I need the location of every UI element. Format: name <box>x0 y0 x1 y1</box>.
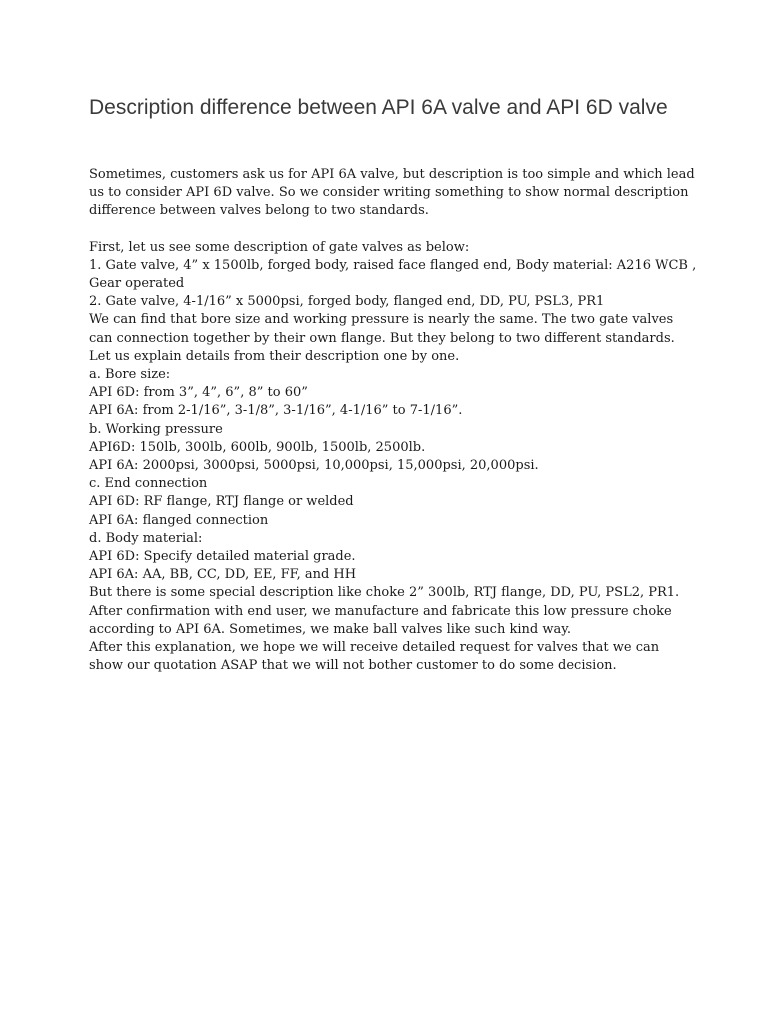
body-line: API 6A: 2000psi, 3000psi, 5000psi, 10,000psi, 15,000psi, 20,000psi. <box>89 458 539 474</box>
body-line: API 6D: Specify detailed material grade. <box>89 549 356 565</box>
body-line: API 6A: AA, BB, CC, DD, EE, FF, and HH <box>89 567 357 583</box>
body-line: API 6A: flanged connection <box>89 512 269 528</box>
body-line: After this explanation, we hope we will receive detailed request for valves that we can <box>89 640 660 656</box>
body-line: API6D: 150lb, 300lb, 600lb, 900lb, 1500lb, 2500lb. <box>89 439 426 455</box>
intro-line: difference between valves belong to two standards. <box>89 203 429 219</box>
paragraph-gap <box>89 221 689 239</box>
body-line: c. End connection <box>89 476 208 492</box>
body-line: API 6D: from 3”, 4”, 6”, 8” to 60” <box>89 385 308 401</box>
intro-line: Sometimes, customers ask us for API 6A valve, but description is too simple and which lead <box>89 167 695 182</box>
body-line: We can find that bore size and working pressure is nearly the same. The two gate valves <box>89 312 674 328</box>
body-line: After confirmation with end user, we manufacture and fabricate this low pressure choke <box>89 603 672 619</box>
document-title: Description difference between API 6A valve and API 6D valve <box>89 96 668 119</box>
intro-paragraph <box>89 166 695 221</box>
body-paragraph <box>89 239 697 676</box>
body-line: 1. Gate valve, 4” x 1500lb, forged body, raised face flanged end, Body material: A216 WCB , <box>89 257 697 273</box>
body-line: Gear operated <box>89 276 185 292</box>
body-line: First, let us see some description of gate valves as below: <box>89 239 470 255</box>
body-line: Let us explain details from their description one by one. <box>89 348 460 364</box>
body-line: b. Working pressure <box>89 421 223 437</box>
body-line: API 6D: RF flange, RTJ flange or welded <box>89 494 354 510</box>
body-line: d. Body material: <box>89 530 203 546</box>
body-line: 2. Gate valve, 4-1/16” x 5000psi, forged body, flanged end, DD, PU, PSL3, PR1 <box>89 294 605 310</box>
body-line: can connection together by their own flange. But they belong to two different standards. <box>89 330 675 346</box>
intro-line: us to consider API 6D valve. So we consider writing something to show normal description <box>89 185 689 201</box>
document-body <box>89 166 697 675</box>
body-line: according to API 6A. Sometimes, we make ball valves like such kind way. <box>89 621 571 637</box>
body-line: API 6A: from 2-1/16”, 3-1/8”, 3-1/16”, 4-1/16” to 7-1/16”. <box>89 403 463 419</box>
body-line: But there is some special description like choke 2” 300lb, RTJ flange, DD, PU, PSL2, PR1. <box>89 585 680 601</box>
body-line: show our quotation ASAP that we will not bother customer to do some decision. <box>89 658 617 674</box>
body-line: a. Bore size: <box>89 367 171 383</box>
